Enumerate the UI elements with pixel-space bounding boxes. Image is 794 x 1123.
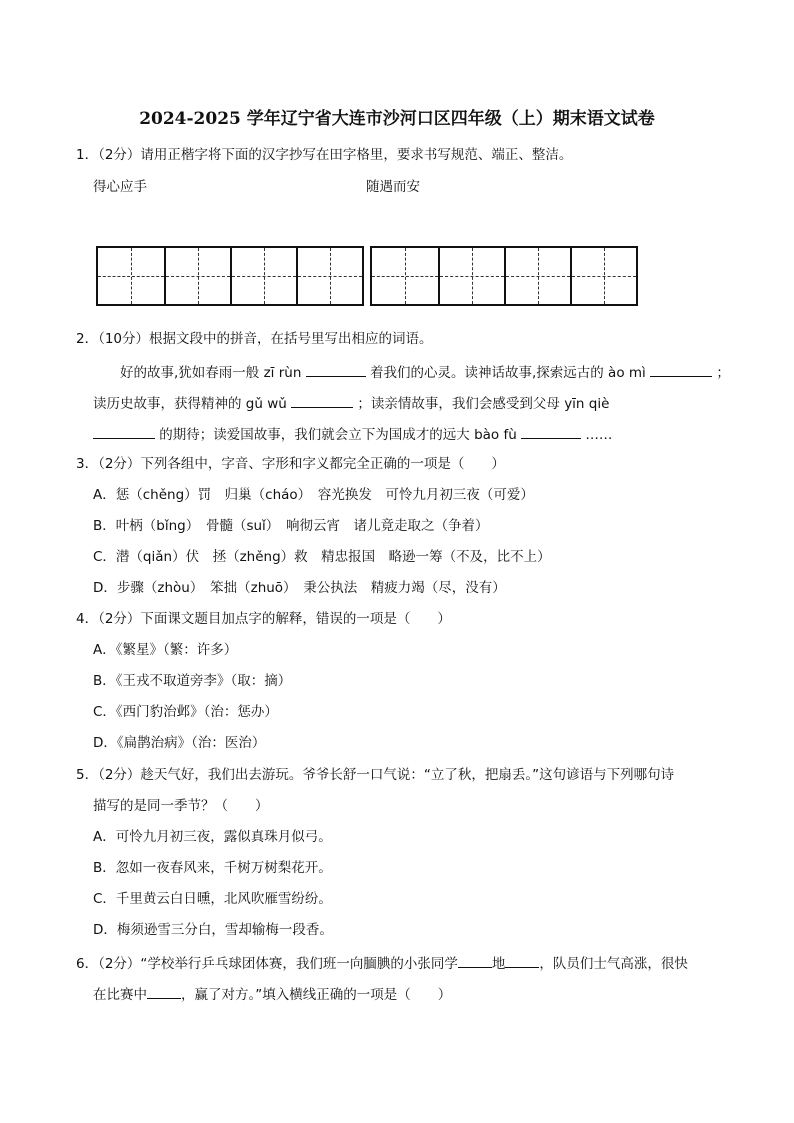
q3-option-b[interactable]: B．叶柄（bǐng） 骨髓（suǐ） 响彻云宵 诸儿竟走取之（争着） <box>93 518 489 534</box>
q4-option-d[interactable]: D．《扁鹊治病》（治：医治） <box>93 735 266 751</box>
q4-option-c[interactable]: C．《西门豹治邺》（治：惩办） <box>93 704 278 720</box>
grid-cell[interactable] <box>296 248 362 304</box>
q2-text: 读历史故事，获得精神的 gǔ wǔ <box>93 396 287 412</box>
answer-blank[interactable] <box>291 393 353 408</box>
q2-paragraph-line-3 <box>93 424 612 444</box>
answer-blank[interactable] <box>147 984 181 999</box>
q6-prompt-line-1 <box>76 953 688 973</box>
q2-text: 好的故事,犹如春雨一般 zī rùn <box>120 365 302 381</box>
answer-blank[interactable] <box>521 424 581 439</box>
q6-prompt-line-2 <box>93 984 451 1004</box>
grid-cell[interactable] <box>98 248 164 304</box>
q6-text: 地 <box>491 956 506 972</box>
grid-cell[interactable] <box>438 248 504 304</box>
q5-option-a[interactable]: A．可怜九月初三夜，露似真珠月似弓。 <box>93 829 332 845</box>
q2-text: ； <box>716 365 730 381</box>
q6-text: ，队员们士气高涨，很快 <box>539 956 688 972</box>
q5-option-b[interactable]: B．忽如一夜春风来，千树万树梨花开。 <box>93 860 332 876</box>
answer-blank[interactable] <box>306 362 366 377</box>
q6-text: 6．（2分）“学校举行乒乓球团体赛，我们班一向腼腆的小张同学 <box>76 956 458 972</box>
exam-title: 2024-2025 学年辽宁省大连市沙河口区四年级（上）期末语文试卷 <box>139 109 655 129</box>
grid-cell[interactable] <box>230 248 296 304</box>
q3-option-c[interactable]: C．潜（qiǎn）伏 拯（zhěng）救 精忠报国 略逊一筹（不及，比不上） <box>93 549 551 565</box>
answer-blank[interactable] <box>93 424 155 439</box>
grid-cell[interactable] <box>570 248 636 304</box>
q4-option-b[interactable]: B．《王戎不取道旁李》（取：摘） <box>93 673 292 689</box>
q2-text: 的期待；读爱国故事，我们就会立下为国成才的远大 bào fù <box>159 427 517 443</box>
q1-prompt: 1．（2分）请用正楷字将下面的汉字抄写在田字格里，要求书写规范、端正、整洁。 <box>76 147 573 163</box>
q3-option-d[interactable]: D．步骤（zhòu） 笨拙（zhuō） 秉公执法 精疲力竭（尽，没有） <box>93 580 506 596</box>
grid-cell[interactable] <box>164 248 230 304</box>
answer-blank[interactable] <box>650 362 712 377</box>
q3-prompt: 3．（2分）下列各组中，字音、字形和字义都完全正确的一项是（ ） <box>76 456 505 472</box>
q2-prompt: 2．（10分）根据文段中的拼音，在括号里写出相应的词语。 <box>76 331 433 347</box>
q5-prompt-line-1: 5．（2分）趁天气好，我们出去游玩。爷爷长舒一口气说：“立了秋，把扇丢。”这句谚语与下列哪句诗 <box>76 767 675 783</box>
q1-word-1: 得心应手 <box>93 179 147 195</box>
q2-text: ；读亲情故事，我们会感受到父母 yīn qiè <box>357 396 610 412</box>
q6-text: ，赢了对方。”填入横线正确的一项是（ ） <box>181 987 452 1003</box>
q5-option-d[interactable]: D．梅须逊雪三分白，雪却输梅一段香。 <box>93 922 333 938</box>
q4-prompt: 4．（2分）下面课文题目加点字的解释，错误的一项是（ ） <box>76 611 451 627</box>
answer-blank[interactable] <box>458 953 492 968</box>
tianzige-grid-2[interactable] <box>370 246 638 306</box>
q2-text: 着我们的心灵。读神话故事,探索远古的 ào mì <box>369 365 646 381</box>
q5-prompt-line-2: 描写的是同一季节？（ ） <box>93 798 269 814</box>
q5-option-c[interactable]: C．千里黄云白日曛，北风吹雁雪纷纷。 <box>93 891 332 907</box>
q2-paragraph-line-1 <box>120 362 730 382</box>
q3-option-a[interactable]: A．惩（chěng）罚 归巢（cháo） 容光换发 可怜九月初三夜（可爱） <box>93 487 534 503</box>
q1-word-2: 随遇而安 <box>366 179 420 195</box>
grid-cell[interactable] <box>372 248 438 304</box>
q4-option-a[interactable]: A．《繁星》（繁：许多） <box>93 642 238 658</box>
answer-blank[interactable] <box>505 953 539 968</box>
q2-text: …… <box>585 427 613 443</box>
tianzige-grid-1[interactable] <box>96 246 364 306</box>
q2-paragraph-line-2 <box>93 393 609 413</box>
grid-cell[interactable] <box>504 248 570 304</box>
q6-text: 在比赛中 <box>93 987 147 1003</box>
